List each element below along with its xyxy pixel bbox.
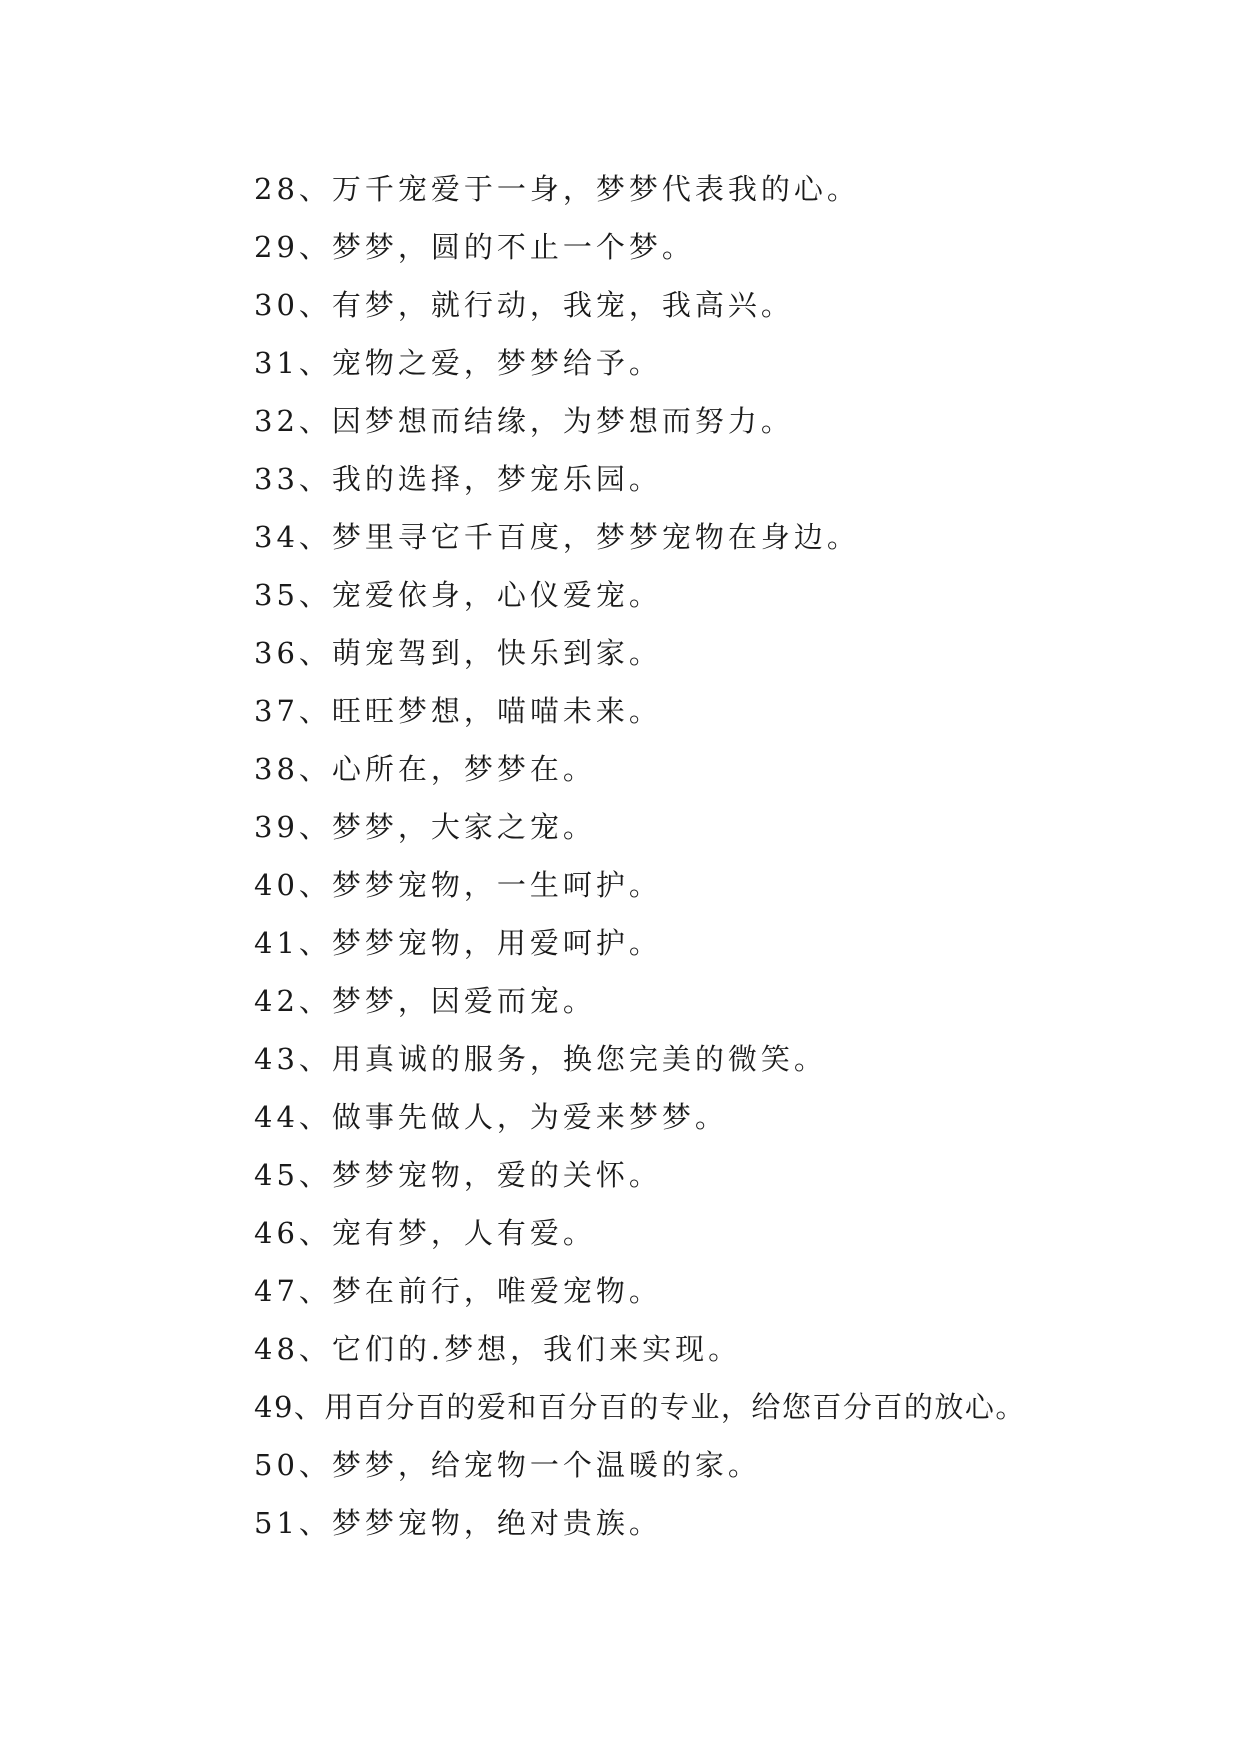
- list-item: 32、因梦想而结缘，为梦想而努力。: [254, 404, 794, 438]
- list-item: 46、宠有梦，人有爱。: [254, 1216, 596, 1250]
- list-item: 48、它们的.梦想，我们来实现。: [254, 1332, 742, 1366]
- list-item: 33、我的选择，梦宠乐园。: [254, 462, 662, 496]
- list-item: 36、萌宠驾到，快乐到家。: [254, 636, 662, 670]
- list-item: 42、梦梦，因爱而宠。: [254, 984, 596, 1018]
- list-item: 38、心所在，梦梦在。: [254, 752, 596, 786]
- list-item: 28、万千宠爱于一身，梦梦代表我的心。: [254, 172, 860, 206]
- list-item: 47、梦在前行，唯爱宠物。: [254, 1274, 662, 1308]
- slogan-list: [254, 160, 1154, 1552]
- list-item: 35、宠爱依身，心仪爱宠。: [254, 578, 662, 612]
- list-item: 29、梦梦，圆的不止一个梦。: [254, 230, 695, 264]
- list-item: 41、梦梦宠物，用爱呵护。: [254, 926, 662, 960]
- list-item: 50、梦梦，给宠物一个温暖的家。: [254, 1448, 761, 1482]
- list-item: 43、用真诚的服务，换您完美的微笑。: [254, 1042, 827, 1076]
- list-item: 34、梦里寻它千百度，梦梦宠物在身边。: [254, 520, 860, 554]
- list-item: 39、梦梦，大家之宠。: [254, 810, 596, 844]
- list-item: 40、梦梦宠物，一生呵护。: [254, 868, 662, 902]
- list-item: 45、梦梦宠物，爱的关怀。: [254, 1158, 662, 1192]
- list-item: 44、做事先做人，为爱来梦梦。: [254, 1100, 728, 1134]
- list-item: 31、宠物之爱，梦梦给予。: [254, 346, 662, 380]
- list-item: 30、有梦，就行动，我宠，我高兴。: [254, 288, 794, 322]
- list-item: 37、旺旺梦想，喵喵未来。: [254, 694, 662, 728]
- list-item: 51、梦梦宠物，绝对贵族。: [254, 1506, 662, 1540]
- list-item: 49、用百分百的爱和百分百的专业，给您百分百的放心。: [254, 1390, 1026, 1424]
